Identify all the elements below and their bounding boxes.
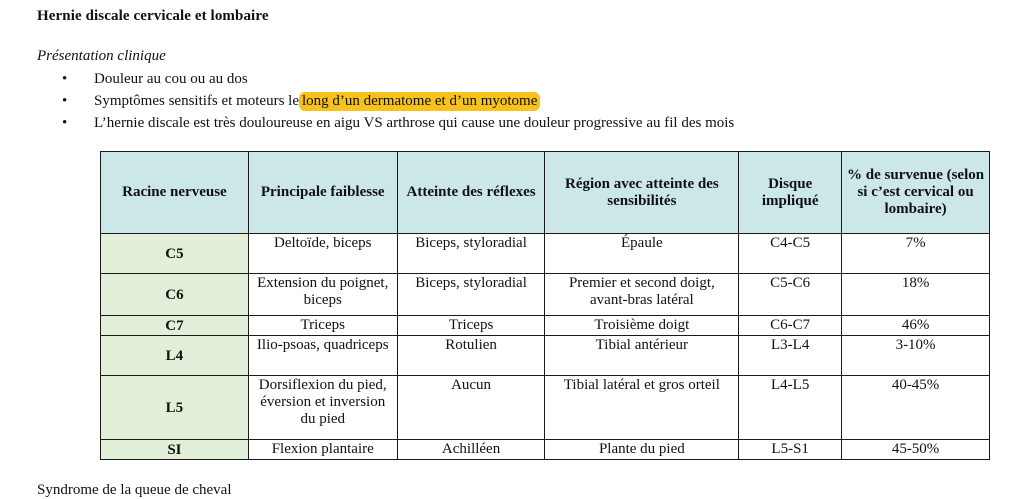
cell-region: Plante du pied xyxy=(545,440,739,460)
header-reflexes: Atteinte des réflexes xyxy=(397,152,545,234)
cell-disc: C4-C5 xyxy=(739,234,842,274)
cell-root: C5 xyxy=(101,234,249,274)
cell-root: L5 xyxy=(101,376,249,440)
cell-weakness: Extension du poignet, biceps xyxy=(248,274,397,316)
table-row xyxy=(101,376,990,440)
cell-root: L4 xyxy=(101,336,249,376)
table-row xyxy=(101,274,990,316)
cell-weakness: Ilio-psoas, quadriceps xyxy=(248,336,397,376)
cell-region: Tibial latéral et gros orteil xyxy=(545,376,739,440)
cell-reflexes: Biceps, styloradial xyxy=(397,234,545,274)
bullet-text: Symptômes sensitifs et moteurs le xyxy=(94,93,299,109)
bullet-text: Douleur au cou ou au dos xyxy=(94,71,248,87)
cell-disc: L3-L4 xyxy=(739,336,842,376)
bullet-icon: • xyxy=(62,71,68,87)
cell-region: Tibial antérieur xyxy=(545,336,739,376)
highlighted-text: long d’un dermatome et d’un myotome xyxy=(299,92,540,111)
cell-region: Premier et second doigt, avant-bras latéral xyxy=(545,274,739,316)
document-title: Hernie discale cervicale et lombaire xyxy=(37,8,269,24)
cell-weakness: Deltoïde, biceps xyxy=(248,234,397,274)
cell-disc: L5-S1 xyxy=(739,440,842,460)
table-row xyxy=(101,316,990,336)
cell-occurrence: 3-10% xyxy=(842,336,990,376)
list-item xyxy=(62,112,734,134)
cell-disc: C6-C7 xyxy=(739,316,842,336)
cell-weakness: Flexion plantaire xyxy=(248,440,397,460)
cell-reflexes: Triceps xyxy=(397,316,545,336)
cell-disc: C5-C6 xyxy=(739,274,842,316)
table-header-row xyxy=(101,152,990,234)
cell-region: Troisième doigt xyxy=(545,316,739,336)
table-row xyxy=(101,234,990,274)
next-section-heading-cut: Syndrome de la queue de cheval xyxy=(37,482,232,498)
header-sensory-region: Région avec atteinte des sensibilités xyxy=(545,152,739,234)
table-row xyxy=(101,440,990,460)
cell-reflexes: Rotulien xyxy=(397,336,545,376)
cell-disc: L4-L5 xyxy=(739,376,842,440)
cell-region: Épaule xyxy=(545,234,739,274)
nerve-root-table xyxy=(100,151,990,460)
cell-reflexes: Aucun xyxy=(397,376,545,440)
header-nerve-root: Racine nerveuse xyxy=(101,152,249,234)
bullet-text: L’hernie discale est très douloureuse en aigu VS arthrose qui cause une douleur progressive au fil des mois xyxy=(94,115,735,131)
section-heading: Présentation clinique xyxy=(37,48,166,64)
cell-root: SI xyxy=(101,440,249,460)
cell-root: C7 xyxy=(101,316,249,336)
symptom-list xyxy=(62,68,734,134)
cell-occurrence: 46% xyxy=(842,316,990,336)
cell-occurrence: 7% xyxy=(842,234,990,274)
cell-reflexes: Achilléen xyxy=(397,440,545,460)
cell-root: C6 xyxy=(101,274,249,316)
bullet-icon: • xyxy=(62,115,68,131)
cell-weakness: Dorsiflexion du pied, éversion et inversion du pied xyxy=(248,376,397,440)
list-item xyxy=(62,90,734,112)
header-main-weakness: Principale faiblesse xyxy=(248,152,397,234)
cell-reflexes: Biceps, styloradial xyxy=(397,274,545,316)
cell-occurrence: 45-50% xyxy=(842,440,990,460)
bullet-icon: • xyxy=(62,93,68,109)
list-item xyxy=(62,68,734,90)
cell-occurrence: 40-45% xyxy=(842,376,990,440)
cell-occurrence: 18% xyxy=(842,274,990,316)
table-row xyxy=(101,336,990,376)
header-occurrence: % de survenue (selon si c’est cervical ou lombaire) xyxy=(842,152,990,234)
header-disc: Disque impliqué xyxy=(739,152,842,234)
cell-weakness: Triceps xyxy=(248,316,397,336)
